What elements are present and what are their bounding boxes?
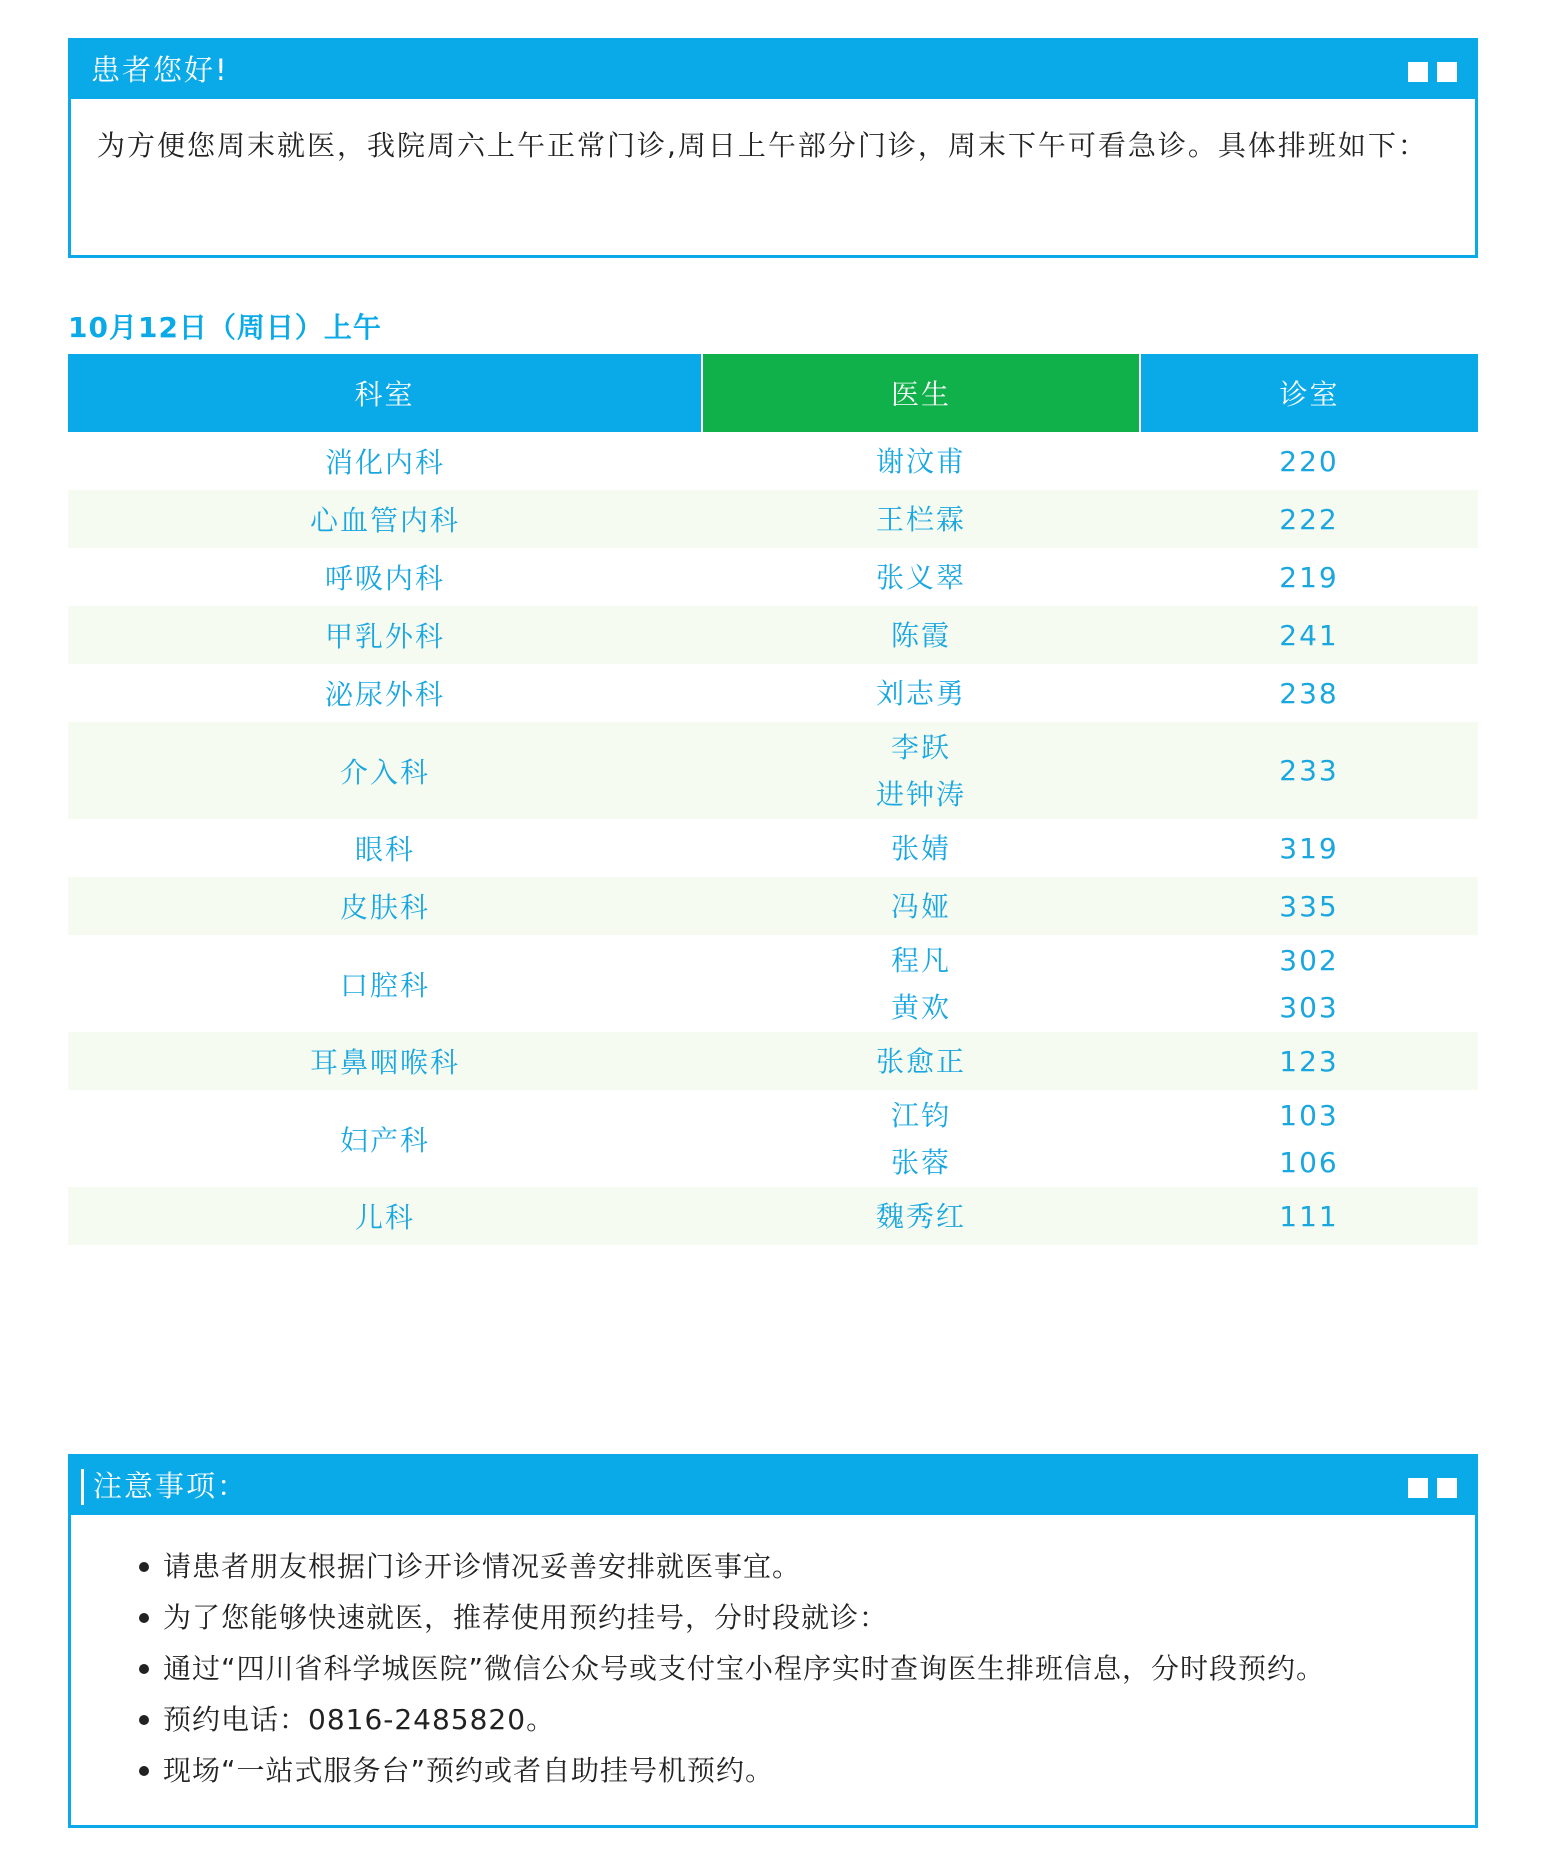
notes-box: [68, 1454, 1478, 1828]
doctor-name: 魏秀红: [875, 1199, 966, 1233]
header-decoration: [1408, 1478, 1457, 1498]
header-bar-decoration: [81, 1469, 84, 1505]
cell-doctor: [702, 1032, 1140, 1090]
notes-header: [71, 1457, 1475, 1515]
cell-room: [1140, 432, 1478, 490]
table-row: [68, 935, 1478, 1032]
doctor-name: 江钧: [890, 1098, 951, 1132]
doctor-name: 冯娅: [890, 889, 951, 923]
cell-doctor: [702, 664, 1140, 722]
square-icon: [1408, 62, 1428, 82]
cell-doctor: [702, 722, 1140, 819]
cell-dept: 甲乳外科: [68, 606, 702, 664]
cell-dept: 耳鼻咽喉科: [68, 1032, 702, 1090]
cell-doctor: [702, 935, 1140, 1032]
doctor-name: 谢汶甫: [875, 444, 966, 478]
doctor-name: 张愈正: [875, 1044, 966, 1078]
room-number: 111: [1279, 1199, 1339, 1233]
cell-room: [1140, 935, 1478, 1032]
cell-room: [1140, 606, 1478, 664]
table-header-row: [68, 354, 1478, 432]
cell-dept: 呼吸内科: [324, 562, 445, 595]
room-number: 241: [1279, 618, 1339, 652]
doctor-name: 李跃: [890, 730, 951, 764]
table-row: [68, 1090, 1478, 1187]
cell-dept: 儿科: [68, 1187, 702, 1245]
notes-title: 注意事项：: [93, 1469, 249, 1503]
square-icon: [1408, 1478, 1428, 1498]
table-row: [68, 664, 1478, 722]
list-item: 通过“四川省科学城医院”微信公众号或支付宝小程序实时查询医生排班信息，分时段预约。: [163, 1643, 1475, 1694]
schedule-title: 10月12日（周日）上午: [68, 311, 382, 344]
cell-dept: 妇产科: [339, 1123, 430, 1157]
table-row: [68, 877, 1478, 935]
doctor-name: 张婧: [890, 831, 951, 865]
table-row: [68, 722, 1478, 819]
cell-room: [1140, 1090, 1478, 1187]
room-number: 219: [1279, 560, 1339, 594]
doctor-name: 张义翠: [875, 560, 966, 594]
doctor-name: 张蓉: [890, 1145, 951, 1179]
notice-title: 患者您好!: [91, 53, 229, 87]
cell-dept: 介入科: [68, 722, 702, 819]
cell-room: [1140, 1032, 1478, 1090]
table-body: [68, 432, 1478, 1245]
cell-room: [1140, 819, 1478, 877]
room-number: 302: [1279, 943, 1339, 977]
header-room: 诊室: [1140, 354, 1478, 432]
header-dept: 科室: [68, 354, 702, 432]
notice-text: 为方便您周末就医，我院周六上午正常门诊,周日上午部分门诊，周末下午可看急诊。具体排班如下：: [97, 129, 1428, 162]
cell-doctor: [702, 819, 1140, 877]
room-number: 238: [1279, 676, 1339, 710]
room-number: 220: [1279, 444, 1339, 478]
list-item: 现场“一站式服务台”预约或者自助挂号机预约。: [163, 1745, 1475, 1796]
cell-room: [1140, 548, 1478, 606]
room-number: 222: [1279, 502, 1339, 536]
list-item: 为了您能够快速就医，推荐使用预约挂号，分时段就诊：: [163, 1592, 1475, 1643]
cell-doctor: [702, 1090, 1140, 1187]
cell-dept: 眼科: [354, 833, 415, 866]
cell-dept: 心血管内科: [68, 490, 702, 548]
list-item: 请患者朋友根据门诊开诊情况妥善安排就医事宜。: [163, 1541, 1475, 1592]
cell-doctor: [702, 490, 1140, 548]
table-row: [68, 490, 1478, 548]
notice-box: [68, 38, 1478, 258]
notice-header: [71, 41, 1475, 99]
cell-dept: 泌尿外科: [324, 678, 445, 711]
room-number: 335: [1279, 889, 1339, 923]
room-number: 233: [1279, 754, 1339, 787]
notes-list: [71, 1515, 1475, 1796]
square-icon: [1437, 62, 1457, 82]
cell-room: [1140, 664, 1478, 722]
cell-doctor: [702, 877, 1140, 935]
doctor-name: 程凡: [890, 943, 951, 977]
table-row: [68, 819, 1478, 877]
doctor-name: 刘志勇: [875, 676, 966, 710]
square-icon: [1437, 1478, 1457, 1498]
cell-room: [1140, 490, 1478, 548]
cell-dept: 皮肤科: [68, 877, 702, 935]
cell-dept: 口腔科: [339, 968, 430, 1002]
cell-doctor: [702, 1187, 1140, 1245]
room-number: 123: [1279, 1044, 1339, 1078]
cell-doctor: [702, 606, 1140, 664]
table-row: [68, 606, 1478, 664]
room-number: 319: [1279, 831, 1339, 865]
doctor-name: 黄欢: [890, 990, 951, 1024]
cell-room: [1140, 877, 1478, 935]
cell-doctor: [702, 432, 1140, 490]
table-row: [68, 1187, 1478, 1245]
schedule-table: [68, 354, 1478, 1245]
header-doctor: 医生: [702, 354, 1140, 432]
room-number: 303: [1279, 990, 1339, 1024]
room-number: 106: [1279, 1145, 1339, 1179]
table-row: [68, 548, 1478, 606]
header-decoration: [1408, 62, 1457, 82]
cell-doctor: [702, 548, 1140, 606]
doctor-name: 进钟涛: [875, 777, 966, 811]
cell-room: [1140, 722, 1478, 819]
table-row: [68, 432, 1478, 490]
doctor-name: 陈霞: [890, 618, 951, 652]
cell-room: [1140, 1187, 1478, 1245]
cell-dept: 消化内科: [324, 446, 445, 479]
table-row: [68, 1032, 1478, 1090]
list-item: 预约电话：0816-2485820。: [163, 1694, 1475, 1745]
room-number: 103: [1279, 1098, 1339, 1132]
doctor-name: 王栏霖: [875, 502, 966, 536]
